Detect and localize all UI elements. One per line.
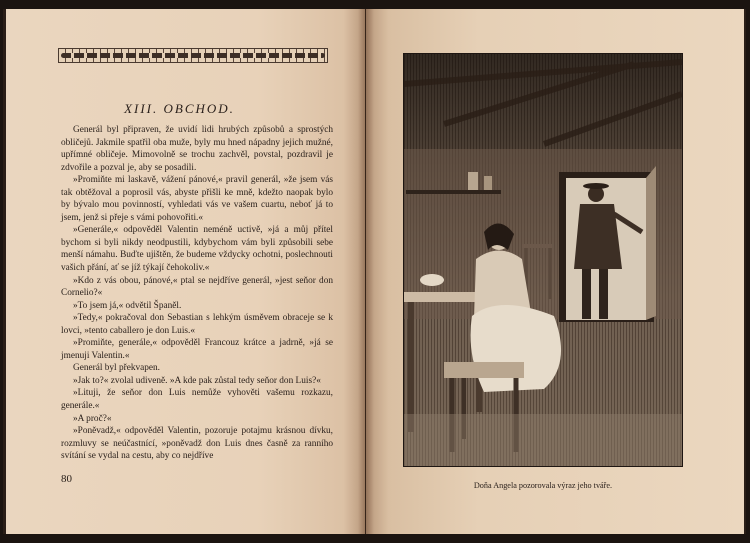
paragraph: »Promiňte mi laskavě, vážení pánové,« pravil generál, »že jsem vás tak obtěžoval a poprosil vás, abyste přišli ke mně, kdežto naopak bylo by bývalo mou povinností, vyhledati vás ve vašem cuartu, neboť já to jsem, jenž si přeje s vámi pohovořiti.« xyxy=(61,175,333,223)
engraving-illustration xyxy=(403,53,683,467)
chapter-title: XIII. OBCHOD. xyxy=(124,101,235,116)
paragraph: »Jak to?« zvolal udiveně. »A kde pak zůstal tedy seňor don Luis?« xyxy=(73,375,321,386)
paragraph: »Promiňte, generále,« odpověděl Francouz krátce a jadrně, »já se jmenuji Valentin.« xyxy=(61,338,333,361)
decorative-header-ornament xyxy=(58,48,328,63)
paragraph: »To jsem já,« odvětil Španěl. xyxy=(73,300,182,311)
paragraph: »Generále,« odpověděl Valentin neméně uctivě, »já a můj přítel bychom si byli nikdy neodpustili, kdybychom vám byli způsobili sebe menší námahu. Buďte ujištěn, že budeme vždycky ochotni, poslechnouti vašich přání, ať se jíž týkají čehokoliv.« xyxy=(61,225,333,274)
body-text xyxy=(61,124,333,463)
illustration-caption: Doňa Angela pozorovala výraz jeho tváře. xyxy=(473,481,613,490)
page-number: 80 xyxy=(61,473,72,485)
paragraph: »Tedy,« pokračoval don Sebastian s lehkým úsměvem obraceje se k lovci, »tento caballero je don Luis.« xyxy=(61,313,333,336)
paragraph: »Poněvadž,« odpověděl Valentin, pozoruje potajmu krásnou dívku, rozmluvy se neúčastnící, »poněvadž don Luis dnes časně za ranního svítání se vydal na cestu, aby co nejdříve xyxy=(61,426,333,462)
paragraph: »Lituji, že seňor don Luis nemůže vyhověti vašemu rozkazu, generále.« xyxy=(61,388,333,412)
paragraph: Generál byl překvapen. xyxy=(73,363,160,374)
paragraph: Generál byl připraven, že uvidí lidi hrubých způsobů a sprostých obličejů. Jakmile spatřil oba muže, byly mu hned nápadny jejich mužné, upřímné obličeje. Mimovolně se trochu zachvěl, povstal, pozdravil je zdvořile a pozval je, aby se posadili. xyxy=(61,125,333,173)
illustration-scene xyxy=(404,54,682,466)
paragraph: »A proč?« xyxy=(73,413,112,424)
paragraph: »Kdo z vás obou, pánové,« ptal se nejdříve generál, »jest seňor don Cornelio?« xyxy=(61,275,333,299)
book-gutter xyxy=(358,9,374,534)
